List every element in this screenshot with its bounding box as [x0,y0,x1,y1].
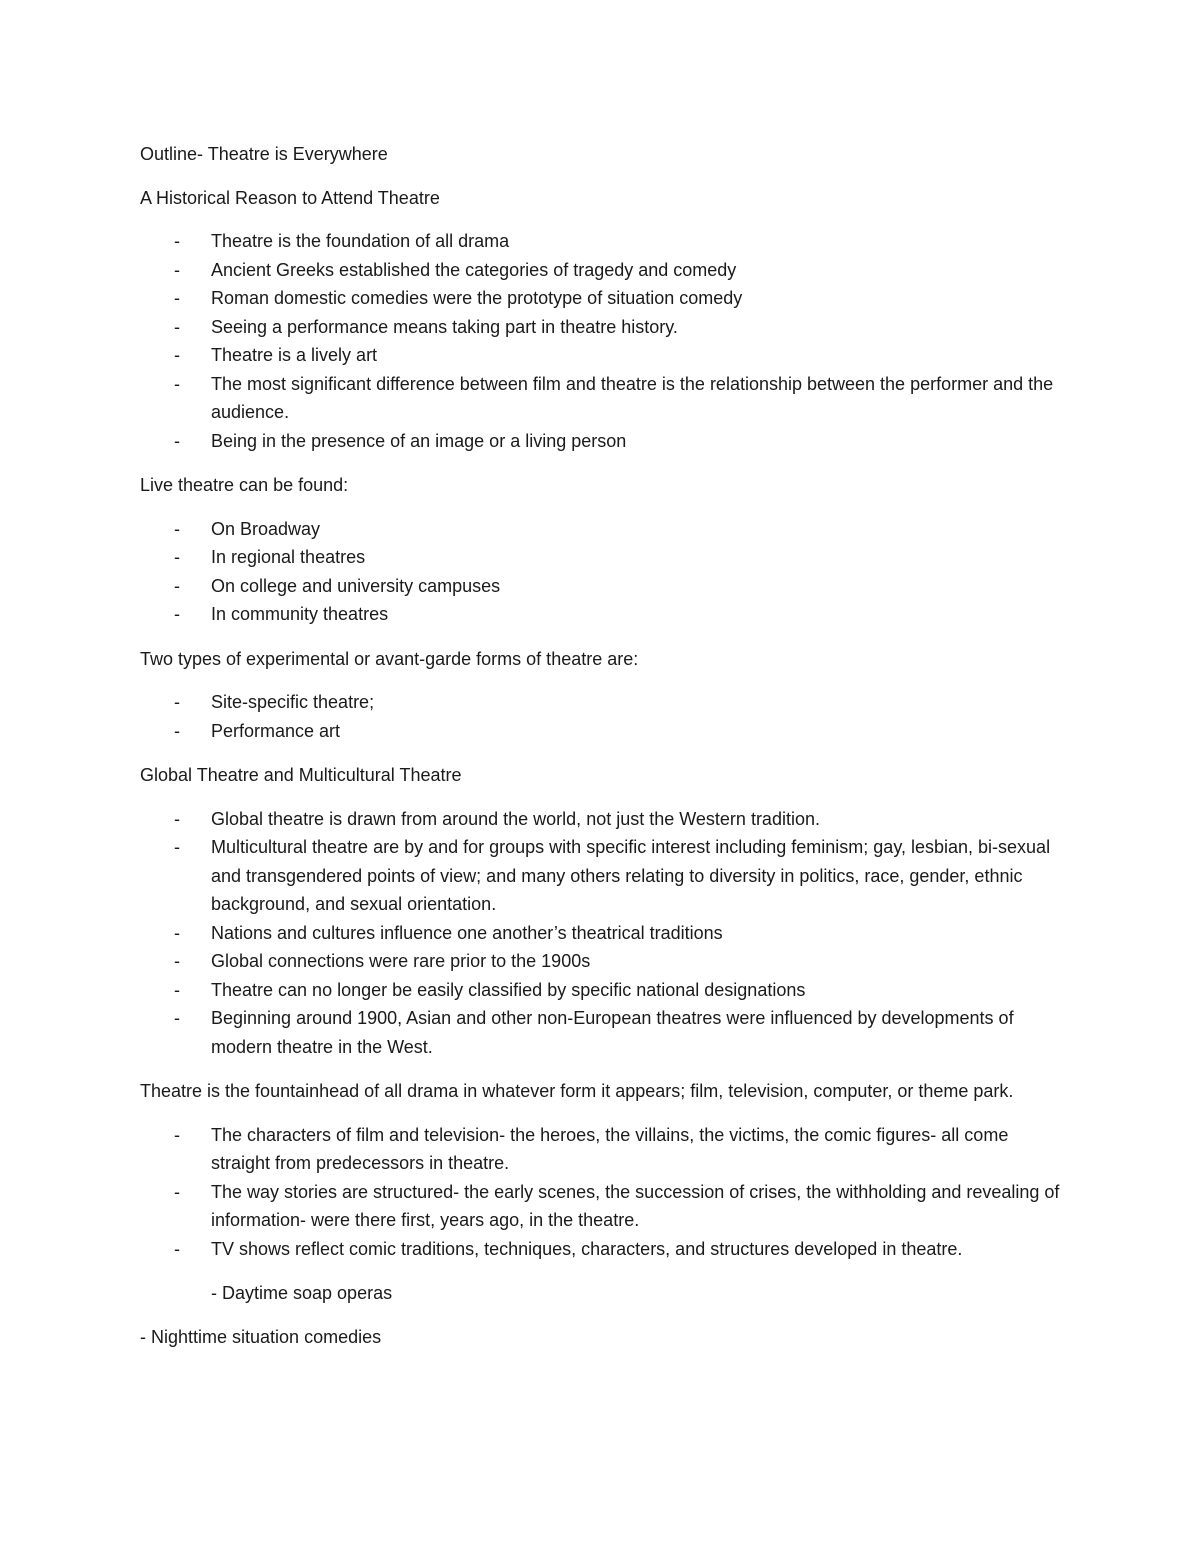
list-item: - Performance art [140,717,1060,746]
dash-marker: - [174,575,180,596]
dash-marker: - [174,518,180,539]
sub-item-daytime: - Daytime soap operas [211,1283,393,1303]
dash-marker: - [174,316,180,337]
section-heading-fountainhead: Theatre is the fountainhead of all drama in whatever form it appears; film, television, computer, or theme park. [140,1081,1014,1101]
dash-marker: - [174,720,180,741]
list-item: - Theatre can no longer be easily classified by specific national designations [140,976,1060,1005]
dash-marker: - [174,979,180,1000]
dash-marker: - [174,373,180,394]
list-item: - Global theatre is drawn from around the world, not just the Western tradition. [140,805,1060,834]
list-item: - In regional theatres [140,543,1060,572]
section-heading-experimental: Two types of experimental or avant-garde forms of theatre are: [140,648,639,669]
dash-marker: - [174,692,180,712]
list-item: - The most significant difference between film and theatre is the relationship between the performer and the audience. [140,370,1060,427]
dash-marker: - [174,1181,180,1202]
dash-marker: - [174,808,180,829]
dash-marker: - [174,1238,180,1259]
list-item: - Theatre is a lively art [140,341,1060,370]
dash-marker: - [174,430,180,451]
list-item: - Roman domestic comedies were the prototype of situation comedy [140,284,1060,313]
section-heading-global: Global Theatre and Multicultural Theatre [140,765,462,785]
list-item: - In community theatres [140,600,1060,629]
dash-marker: - [174,837,180,857]
dash-marker: - [174,231,180,251]
dash-marker: - [174,1008,180,1028]
section-heading-live: Live theatre can be found: [140,475,349,495]
list-item: - Theatre is the foundation of all drama [140,227,1060,256]
list-item: - Global connections were rare prior to the 1900s [140,947,1060,976]
list-item: - Nations and cultures influence one another’s theatrical traditions [140,919,1060,948]
list-global [140,805,1060,1062]
list-item: - On college and university campuses [140,572,1060,601]
list-item: - Being in the presence of an image or a living person [140,427,1060,456]
list-item: - On Broadway [140,515,1060,544]
dash-marker: - [174,547,180,567]
list-item: - TV shows reflect comic traditions, techniques, characters, and structures developed in theatre. [140,1235,1060,1264]
list-item: - Beginning around 1900, Asian and other non-European theatres were influenced by developments of modern theatre in the West. [140,1004,1060,1061]
dash-marker: - [174,604,180,624]
list-item: - Multicultural theatre are by and for groups with specific interest including feminism; gay, lesbian, bi-sexual and transgendered points of view; and many others relating to diversity in politics, race, gender, ethnic background, and sexual orientation. [140,833,1060,919]
dash-marker: - [174,345,180,365]
list-item: - Ancient Greeks established the categories of tragedy and comedy [140,256,1060,285]
list-item: - Site-specific theatre; [140,688,1060,717]
list-item: - The way stories are structured- the early scenes, the succession of crises, the withholding and revealing of information- were there first, years ago, in the theatre. [140,1178,1060,1235]
list-item: - The characters of film and television- the heroes, the villains, the victims, the comic figures- all come straight from predecessors in theatre. [140,1121,1060,1178]
dash-marker: - [174,259,180,280]
dash-marker: - [174,922,180,943]
dash-marker: - [174,288,180,308]
dash-marker: - [174,1124,180,1145]
list-live [140,515,1060,629]
section-heading-historical: A Historical Reason to Attend Theatre [140,187,440,208]
document-title: Outline- Theatre is Everywhere [140,144,388,164]
list-item: - Seeing a performance means taking part in theatre history. [140,313,1060,342]
list-experimental [140,688,1060,745]
dash-marker: - [174,951,180,971]
document-page [140,140,1060,1351]
trailing-line-nighttime: - Nighttime situation comedies [140,1326,382,1347]
list-historical [140,227,1060,455]
list-fountainhead [140,1121,1060,1264]
